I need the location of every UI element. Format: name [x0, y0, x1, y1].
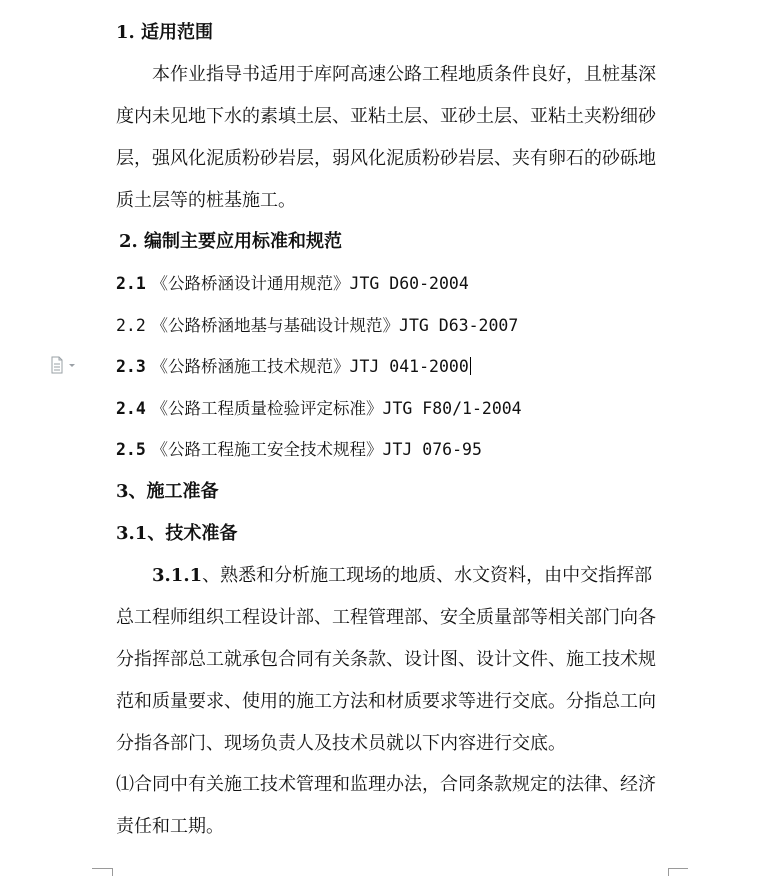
paragraph-line: 总工程师组织工程设计部、工程管理部、安全质量部等相关部门向各 — [116, 607, 656, 628]
standard-item — [116, 436, 676, 464]
clause-text: 、熟悉和分析施工现场的地质、水文资料，由中交指挥部 — [202, 565, 653, 586]
paragraph-line: 分指各部门、现场负责人及技术员就以下内容进行交底。 — [116, 733, 566, 754]
text-cursor — [470, 357, 471, 375]
standard-number: 2.5 — [116, 440, 146, 459]
crop-mark — [112, 868, 113, 876]
paragraph-line: 层，强风化泥质粉砂岩层，弱风化泥质粉砂岩层、夹有卵石的砂砾地 — [116, 148, 656, 169]
standard-item — [116, 270, 676, 298]
document-options-icon[interactable] — [50, 356, 78, 374]
standard-number: 2.2 — [116, 316, 146, 335]
paragraph-line: 责任和工期。 — [116, 816, 224, 837]
clause-number: 3.1.1 — [152, 565, 203, 586]
heading-scope: 1. 适用范围 — [116, 22, 214, 43]
standard-text: 《公路桥涵地基与基础设计规范》JTG D63-2007 — [151, 316, 519, 335]
standard-item — [116, 395, 676, 423]
heading-preparation: 3、施工准备 — [116, 481, 219, 502]
paragraph-line: 分指挥部总工就承包合同有关条款、设计图、设计文件、施工技术规 — [116, 649, 656, 670]
standard-text: 《公路桥涵施工技术规范》JTJ 041-2000 — [151, 357, 469, 376]
standard-number: 2.3 — [116, 357, 146, 376]
paragraph-line: ⑴合同中有关施工技术管理和监理办法，合同条款规定的法律、经济 — [116, 774, 656, 795]
standard-number: 2.1 — [116, 274, 146, 293]
heading-technical-preparation: 3.1、技术准备 — [116, 523, 238, 544]
crop-mark — [668, 868, 688, 869]
paragraph-line: 度内未见地下水的素填土层、亚粘土层、亚砂土层、亚粘土夹粉细砂 — [116, 106, 656, 127]
standard-text: 《公路桥涵设计通用规范》JTG D60-2004 — [151, 274, 469, 293]
standard-number: 2.4 — [116, 399, 146, 418]
standard-text: 《公路工程质量检验评定标准》JTG F80/1-2004 — [151, 399, 522, 418]
paragraph-line: 范和质量要求、使用的施工方法和材质要求等进行交底。分指总工向 — [116, 691, 656, 712]
crop-mark — [92, 868, 112, 869]
paragraph-line: 质土层等的桩基施工。 — [116, 190, 296, 211]
crop-mark — [668, 868, 669, 876]
standard-text: 《公路工程施工安全技术规程》JTJ 076-95 — [151, 440, 482, 459]
heading-standards: 2. 编制主要应用标准和规范 — [119, 231, 343, 252]
paragraph-line — [152, 562, 672, 590]
paragraph-line: 本作业指导书适用于库阿高速公路工程地质条件良好，且桩基深 — [152, 64, 656, 85]
standard-item[interactable] — [116, 353, 676, 381]
standard-item — [116, 312, 676, 340]
